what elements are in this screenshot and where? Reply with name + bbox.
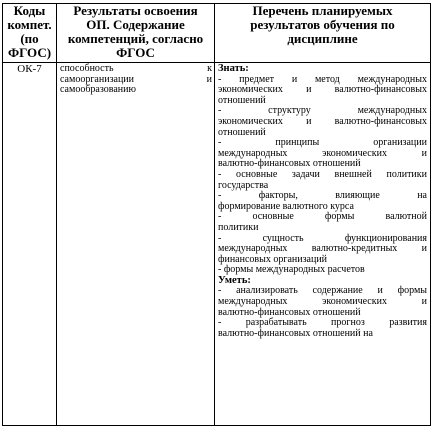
list-item-line: - факторы, влияющие на bbox=[218, 190, 427, 202]
list-item-line: - анализировать содержание и формы bbox=[218, 285, 427, 297]
list-item-line: валютно-финансовых отношений на bbox=[218, 327, 373, 339]
competence-table bbox=[2, 3, 431, 426]
header-line: Перечень планируемых bbox=[252, 3, 393, 18]
competence-word: способность bbox=[60, 63, 114, 74]
header-line: Результаты освоения bbox=[73, 3, 198, 18]
list-item bbox=[218, 170, 427, 191]
list-item-line: - принципы организации bbox=[218, 137, 427, 149]
header-outcomes bbox=[215, 4, 431, 63]
competence-line: самообразованию bbox=[60, 84, 136, 96]
header-codes bbox=[3, 4, 57, 63]
list-item bbox=[218, 75, 427, 107]
list-item-line: отношений bbox=[218, 126, 266, 138]
list-item-line: валютно-финансовых отношений bbox=[218, 306, 361, 318]
list-item bbox=[218, 191, 427, 212]
competence-table-wrapper bbox=[2, 3, 431, 426]
competence-code: ОК-7 bbox=[3, 63, 57, 426]
list-item-line: - сущность функционирования bbox=[218, 232, 427, 244]
list-item bbox=[218, 234, 427, 266]
competence-line bbox=[60, 64, 212, 75]
header-line: (по bbox=[20, 31, 39, 46]
list-item-line: - структуру международных bbox=[218, 105, 427, 117]
list-item-line: финансовых организаций bbox=[218, 253, 328, 265]
header-results bbox=[57, 4, 215, 63]
list-item-line: политики bbox=[218, 221, 259, 233]
list-item bbox=[218, 318, 427, 339]
list-item-line: международных экономических и bbox=[218, 147, 427, 159]
learning-outcomes bbox=[215, 63, 431, 426]
header-line: ОП. Содержание bbox=[86, 17, 185, 32]
list-item-line: международных валютно-кредитных и bbox=[218, 243, 427, 255]
list-item-line: экономических и валютно-финансовых bbox=[218, 115, 427, 127]
header-line: ФГОС bbox=[116, 45, 155, 60]
table-header-row bbox=[3, 4, 431, 63]
competence-word: к bbox=[207, 63, 212, 74]
header-line: Коды bbox=[13, 3, 46, 18]
list-item bbox=[218, 138, 427, 170]
competence-word: самоорганизации bbox=[60, 73, 135, 85]
header-line: результатов обучения по bbox=[250, 17, 395, 32]
list-item-line: валютно-финансовых отношений bbox=[218, 158, 361, 170]
skill-label: Уметь: bbox=[218, 274, 251, 286]
know-list bbox=[218, 75, 427, 276]
list-item-line: формирование валютного курса bbox=[218, 200, 354, 212]
list-item-line: - разрабатывать прогноз развития bbox=[218, 317, 427, 329]
competence-word: и bbox=[206, 73, 212, 85]
header-line: компет. bbox=[7, 17, 52, 32]
list-item-line: международных экономических и bbox=[218, 296, 427, 308]
header-line: компетенций, согласно bbox=[67, 31, 204, 46]
list-item bbox=[218, 106, 427, 138]
table-row bbox=[3, 63, 431, 426]
list-item bbox=[218, 286, 427, 318]
list-item-line: - формы международных расчетов bbox=[218, 264, 365, 276]
competence-description bbox=[57, 63, 215, 426]
list-item bbox=[218, 212, 427, 233]
know-label: Знать: bbox=[218, 63, 249, 74]
list-item-line: - основные формы валютной bbox=[218, 211, 427, 223]
list-item-line: отношений bbox=[218, 94, 266, 106]
list-item-line: - основные задачи внешней политики bbox=[218, 168, 427, 180]
list-item-line: государства bbox=[218, 179, 269, 191]
skill-list bbox=[218, 286, 427, 339]
header-line: дисциплине bbox=[287, 31, 358, 46]
header-line: ФГОС) bbox=[7, 45, 52, 60]
list-item-line: - предмет и метод международных bbox=[218, 73, 427, 85]
list-item-line: экономических и валютно-финансовых bbox=[218, 84, 427, 96]
